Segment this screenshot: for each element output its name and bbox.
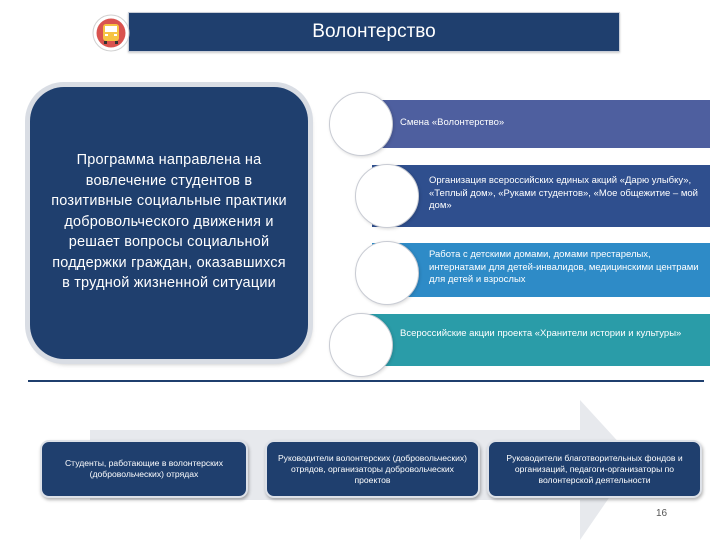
audience-box-leaders: Руководители волонтерских (добровольческих) отрядов, организаторы добровольческих проектов <box>265 440 480 498</box>
activity-bar-4: Всероссийские акции проекта «Хранители истории и культуры» <box>355 314 710 366</box>
bullet-circle <box>355 164 419 228</box>
program-description-text: Программа направлена на вовлечение студентов в позитивные социальные практики добровольческого движения и решает вопросы социальной поддержки граждан, оказавшихся в трудной жизненной ситуации <box>51 152 287 291</box>
audience-box-fund-heads: Руководители благотворительных фондов и организаций, педагоги-организаторы по волонтерской деятельности <box>487 440 702 498</box>
bullet-circle <box>329 92 393 156</box>
bullet-circle <box>355 241 419 305</box>
divider-line <box>28 380 704 382</box>
page-number: 16 <box>656 508 668 519</box>
activity-bar-2: Организация всероссийских единых акций «Дарю улыбку», «Теплый дом», «Руками студентов», «Мое общежитие – мой дом» <box>372 165 710 227</box>
activity-bar-3: Работа с детскими домами, домами престарелых, интернатами для детей-инвалидов, медицинскими центрами для детей и взрослых <box>372 243 710 297</box>
bullet-circle <box>329 313 393 377</box>
page-title: Волонтерство <box>128 12 620 52</box>
audience-box-students: Студенты, работающие в волонтерских (добровольческих) отрядах <box>40 440 248 498</box>
bus-icon <box>92 14 130 52</box>
activity-bar-1: Смена «Волонтерство» <box>355 100 710 148</box>
